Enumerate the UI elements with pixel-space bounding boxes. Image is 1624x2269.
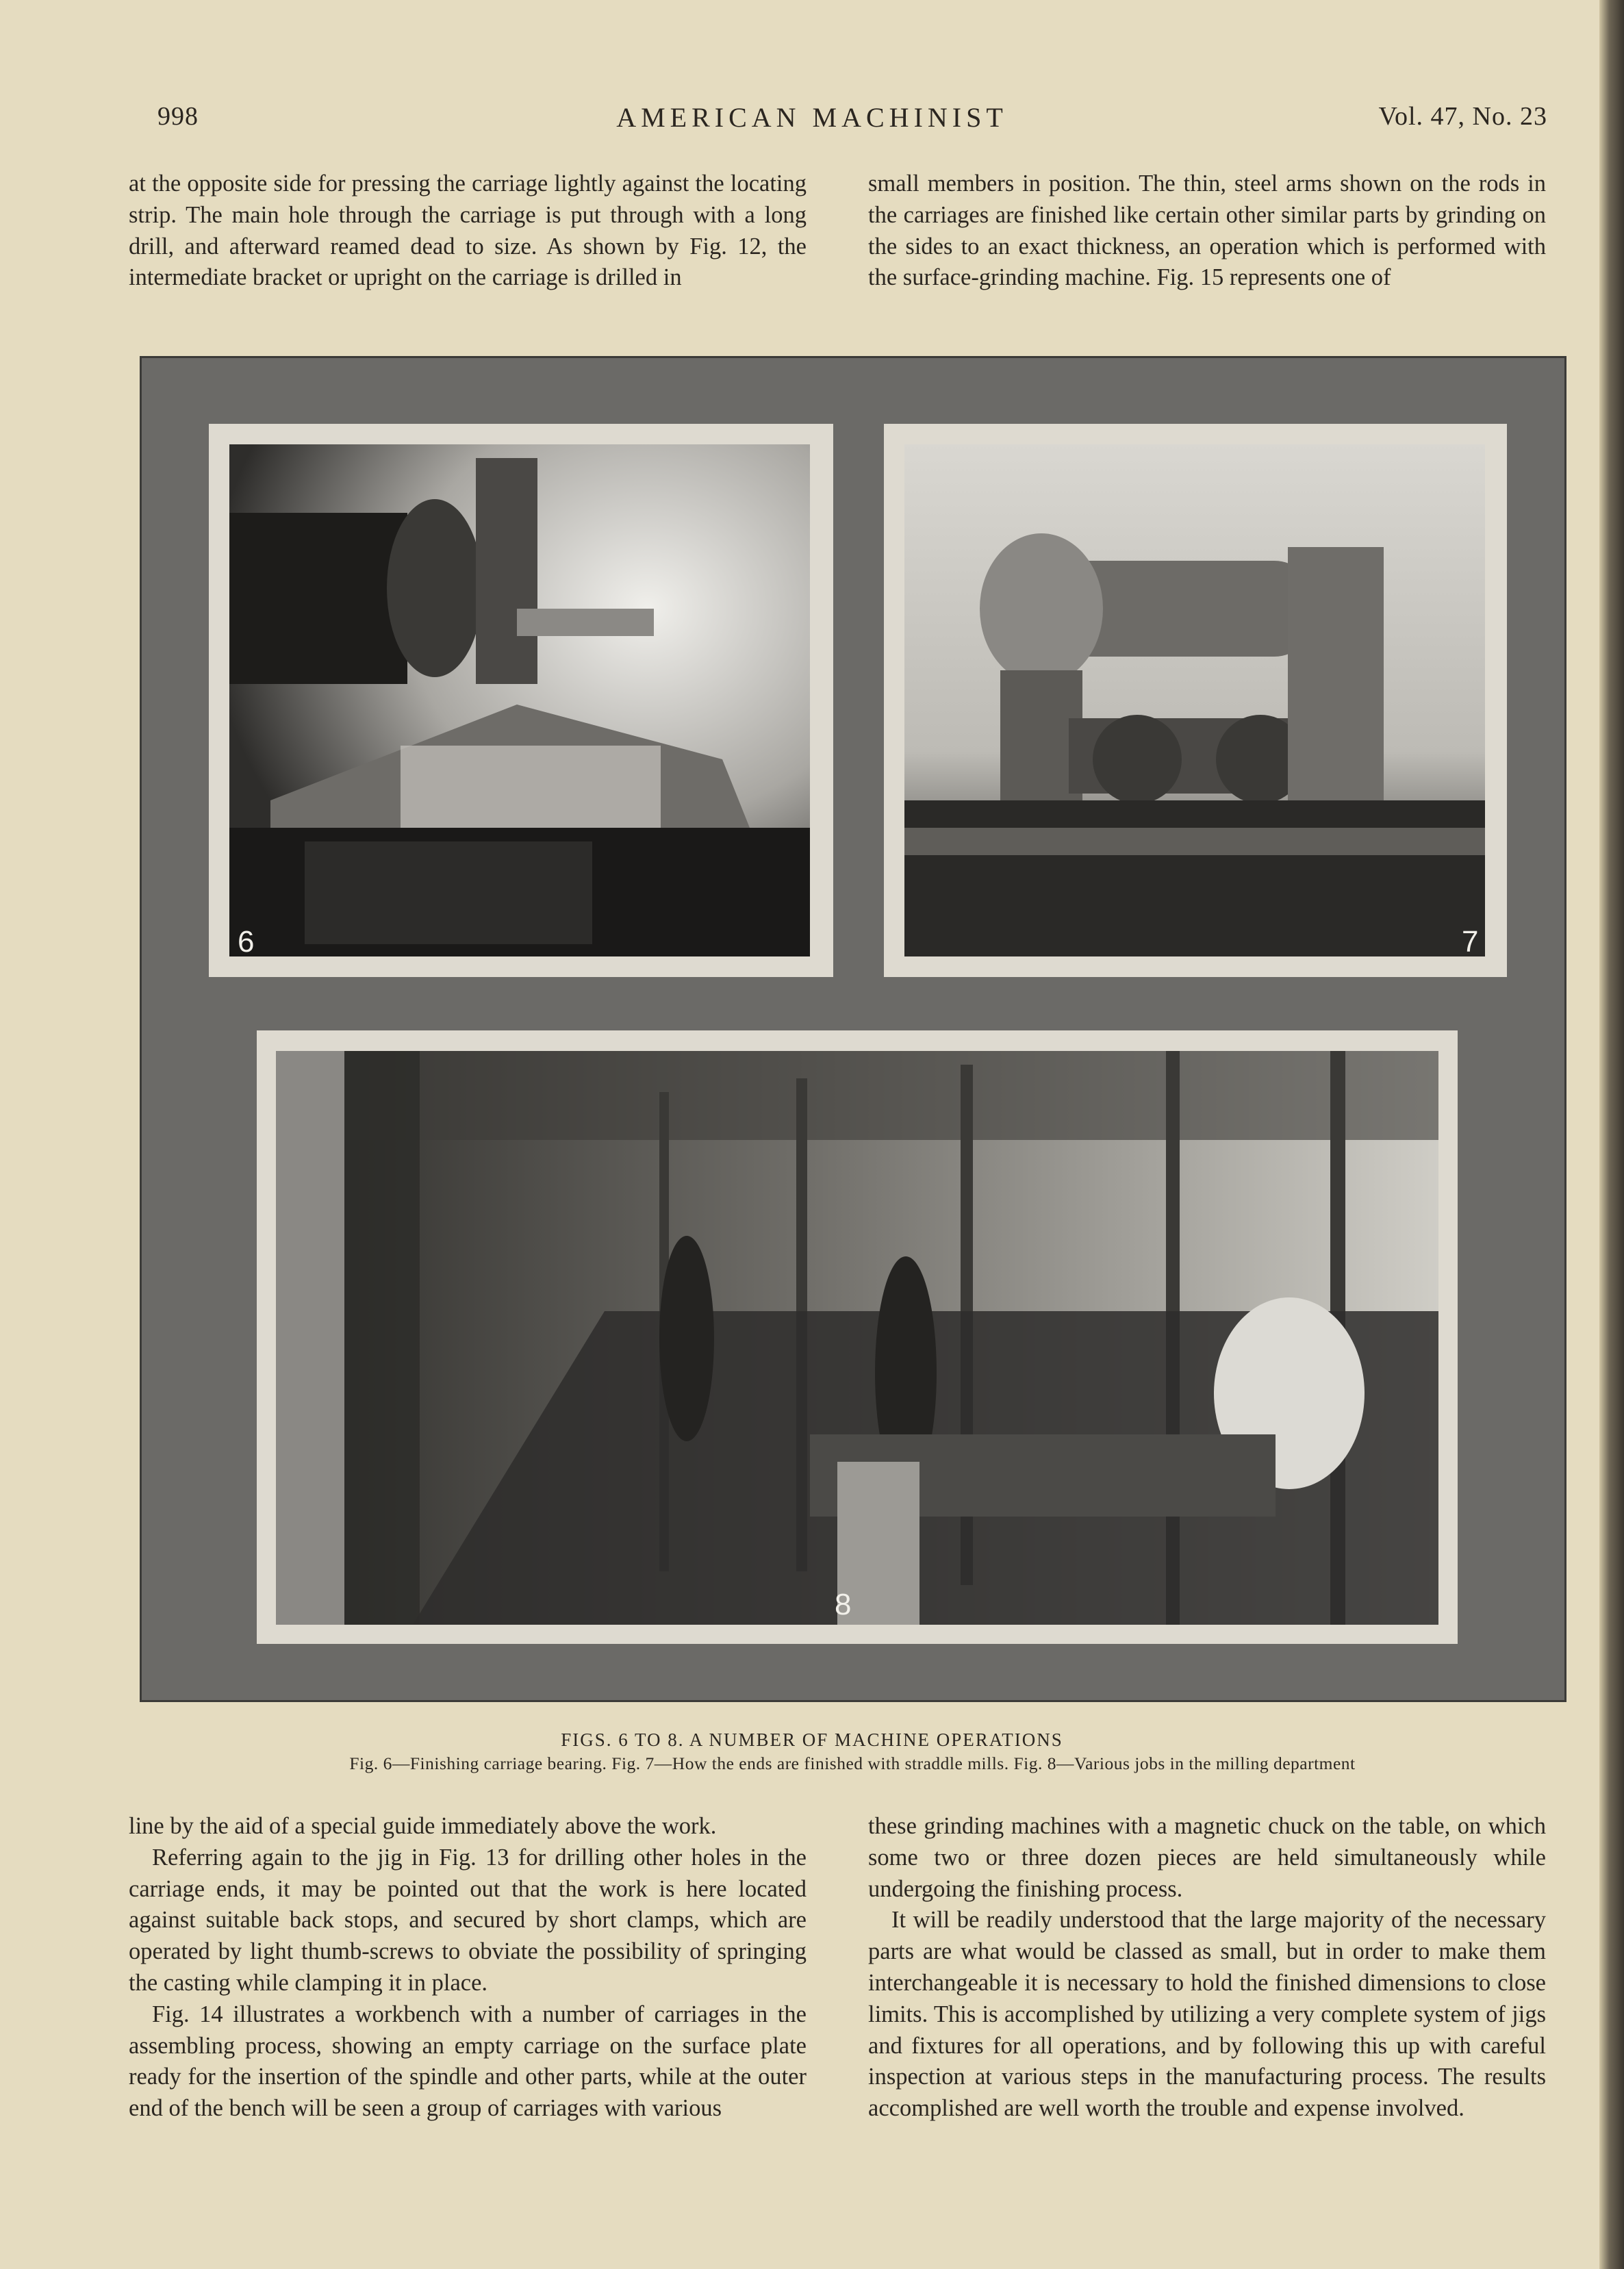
fig6-number: 6 (238, 925, 255, 959)
fig6-photo (229, 444, 810, 956)
fig8-photo (276, 1051, 1438, 1625)
fig8-illustration (276, 1051, 1438, 1625)
paragraph: Fig. 14 illustrates a workbench with a number of carriages in the assembling process, showing an empty carriage on the surface plate ready for the insertion of the spindle and other parts, while at the outer end of the bench will be seen a group of carriages with various (129, 2001, 807, 2122)
fig7-photo (904, 444, 1485, 956)
photo-plate (140, 356, 1566, 1702)
fig8-number: 8 (835, 1588, 852, 1621)
top-right-column (868, 168, 1546, 294)
top-left-column (129, 168, 807, 294)
page-number: 998 (157, 102, 199, 131)
paragraph: small members in position. The thin, steel arms shown on the rods in the carriages are finished like certain other similar parts by grinding on the sides to an exact thickness, an operation which is performed with the surface-grinding machine. Fig. 15 represents one of (868, 170, 1546, 291)
paragraph: Referring again to the jig in Fig. 13 for drilling other holes in the carriage ends, it may be pointed out that the work is here located against suitable back stops, and secured by short clamps, which are operated by light thumb-screws to obviate the possibility of springing the casting while clamping it in place. (129, 1844, 807, 1996)
journal-title: AMERICAN MACHINIST (616, 102, 1008, 133)
volume-issue: Vol. 47, No. 23 (1378, 102, 1547, 131)
paragraph: at the opposite side for pressing the carriage lightly against the locating strip. The main hole through the carriage is put through with a long drill, and afterward reamed dead to size. As shown by Fig. 12, the intermediate bracket or upright on the carriage is drilled in (129, 170, 807, 291)
page-edge (1599, 0, 1624, 2269)
fig7-illustration (904, 444, 1485, 956)
figure-caption-title: FIGS. 6 TO 8. A NUMBER OF MACHINE OPERATIONS (561, 1729, 1063, 1750)
bottom-right-column (868, 1811, 1546, 2125)
paragraph: these grinding machines with a magnetic chuck on the table, on which some two or three dozen pieces are held simultaneously while undergoing the finishing process. (868, 1813, 1546, 1902)
fig6-illustration (229, 444, 810, 956)
fig7-number: 7 (1462, 925, 1479, 959)
figure-caption-detail: Fig. 6—Finishing carriage bearing. Fig. 7—How the ends are finished with straddle mills. Fig. 8—Various jobs in the milling department (349, 1753, 1356, 1773)
paragraph: It will be readily understood that the large majority of the necessary parts are what would be classed as small, but in order to make them interchangeable it is necessary to hold the finished dimensions to close limits. This is accomplished by utilizing a very complete system of jigs and fixtures for all operations, and by following this up with careful inspection at various steps in the manufacturing process. The results accomplished are well worth the trouble and expense involved. (868, 1907, 1546, 2122)
bottom-left-column (129, 1811, 807, 2125)
paragraph: line by the aid of a special guide immediately above the work. (129, 1813, 717, 1839)
